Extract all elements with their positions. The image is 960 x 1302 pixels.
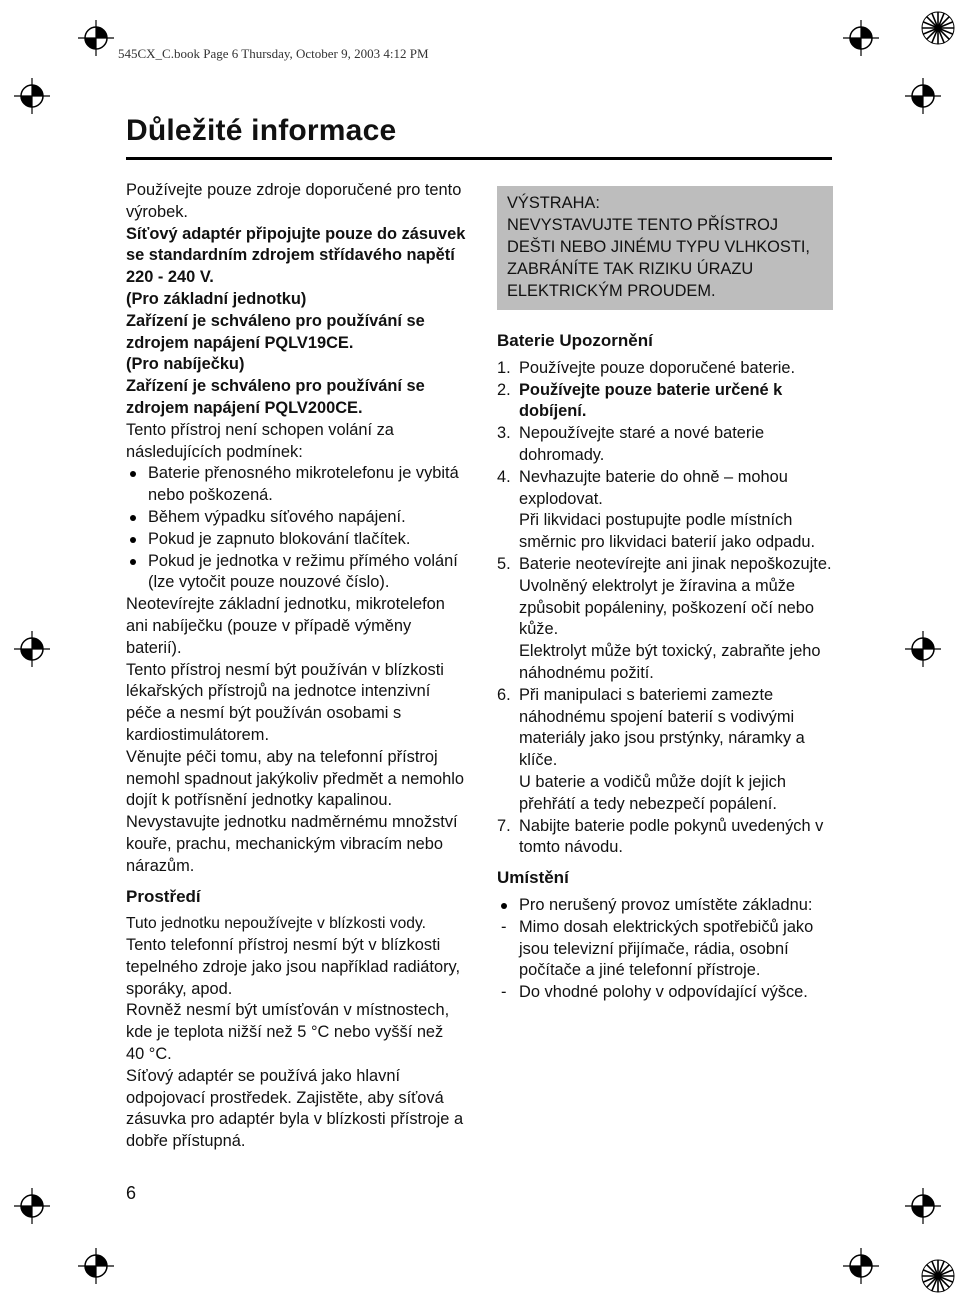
- battery-item: [497, 423, 833, 467]
- section-heading-environment: Prostředí: [126, 886, 201, 906]
- battery-item: [497, 554, 833, 576]
- paragraph: Zařízení je schváleno pro používání se zdrojem napájení PQLV19CE.: [126, 311, 425, 352]
- paragraph: Rovněž nesmí být umísťován v místnostech, kde je teplota nižší než 5 °C nebo vyšší než 40 °C.: [126, 1001, 450, 1064]
- paragraph: Tuto jednotku nepoužívejte v blízkosti vody.: [126, 915, 426, 933]
- paragraph: Věnujte péči tomu, aby na telefonní přístroj nemohl spadnout jakýkoliv předmět a nemohlo dojít k potřísnění jednotky kapalinou. Nevystavujte jednotku nadměrnému množství kouře, prachu, mechanickým vibracím nebo nárazům.: [126, 747, 465, 875]
- item-number: 6.: [497, 685, 511, 704]
- title-rule: [126, 157, 832, 160]
- registration-mark-icon: [14, 78, 50, 114]
- warning-text: NEVYSTAVUJTE TENTO PŘÍSTROJ DEŠTI NEBO JINÉMU TYPU VLHKOSTI, ZABRÁNÍTE TAK RIZIKU ÚRAZU ELEKTRICKÝM PROUDEM.: [507, 216, 810, 300]
- dash-marker: -: [501, 917, 507, 936]
- paragraph: Tento telefonní přístroj nesmí být v blízkosti tepelného zdroje jako jsou například radiátory, sporáky, apod.: [126, 936, 461, 998]
- paragraph: Tento přístroj není schopen volání za následujících podmínek:: [126, 420, 394, 461]
- page-title: Důležité informace: [126, 114, 397, 147]
- item-number: 3.: [497, 424, 511, 443]
- paragraph: Zařízení je schváleno pro používání se zdrojem napájení PQLV200CE.: [126, 377, 425, 417]
- right-column: [497, 186, 833, 1004]
- list-item-text: Do vhodné polohy v odpovídající výšce.: [519, 983, 808, 1002]
- battery-item-note: U baterie a vodičů může dojít k jejich přehřátí a tedy nebezpečí popálení.: [519, 772, 786, 813]
- item-number: 4.: [497, 467, 511, 486]
- item-number: 7.: [497, 816, 511, 835]
- paragraph: Síťový adaptér se používá jako hlavní odpojovací prostředek. Zajistěte, aby síťová zásuvka pro adaptér byla v blízkosti přístroje a dobře přístupná.: [126, 1066, 464, 1151]
- battery-item-note: Uvolněný elektrolyt je žíravina a může způsobit popáleniny, poškození očí nebo kůže.: [519, 576, 814, 639]
- list-item: [497, 982, 833, 1004]
- warning-title: VÝSTRAHA:: [507, 194, 600, 212]
- left-column: [126, 180, 466, 1153]
- color-target-icon: [920, 1258, 956, 1294]
- paragraph: Síťový adaptér připojujte pouze do zásuvek se standardním zdrojem střídavého napětí 220 - 240 V.: [126, 224, 466, 287]
- battery-item: [497, 685, 833, 772]
- warning-box: [497, 186, 833, 310]
- list-item: Pokud je jednotka v režimu přímého volání (lze vytočit pouze nouzové číslo).: [126, 551, 466, 595]
- registration-mark-icon: [78, 1248, 114, 1284]
- paragraph: (Pro nabíječku): [126, 355, 245, 374]
- battery-item-text: Nevhazujte baterie do ohně – mohou explodovat.: [519, 467, 788, 508]
- item-number: 2.: [497, 380, 511, 399]
- list-item: [497, 917, 833, 982]
- battery-item: [497, 467, 833, 511]
- section-heading-battery: Baterie Upozornění: [497, 331, 653, 350]
- section-heading-location: Umístění: [497, 868, 569, 888]
- battery-item: [497, 358, 833, 380]
- registration-mark-icon: [843, 20, 879, 56]
- list-item: Během výpadku síťového napájení.: [126, 507, 466, 529]
- battery-item-text: Používejte pouze doporučené baterie.: [519, 358, 796, 377]
- paragraph: Tento přístroj nesmí být používán v blízkosti lékařských přístrojů na jednotce intenzivní péče a nesmí být používán osobami s kardiostimulátorem.: [126, 660, 444, 744]
- battery-item: [497, 380, 833, 424]
- dash-marker: -: [501, 983, 507, 1002]
- registration-mark-icon: [905, 78, 941, 114]
- battery-item-text: Nepoužívejte staré a nové baterie dohromady.: [519, 424, 765, 464]
- registration-mark-icon: [78, 20, 114, 56]
- battery-item-text: Při manipulaci s bateriemi zamezte náhodnému spojení baterií s vodivými materiály jako jsou prstýnky, náramky a klíče.: [519, 685, 805, 770]
- item-number: 5.: [497, 554, 511, 573]
- paragraph: Používejte pouze zdroje doporučené pro tento výrobek.: [126, 181, 462, 221]
- battery-item-note: Elektrolyt může být toxický, zabraňte jeho náhodnému požití.: [519, 642, 821, 682]
- battery-item-note: Při likvidaci postupujte podle místních směrnic pro likvidaci baterií jako odpadu.: [519, 511, 816, 552]
- battery-item-text: Baterie neotevírejte ani jinak nepoškozujte.: [519, 554, 832, 573]
- battery-list: [497, 358, 833, 859]
- battery-item-text: Používejte pouze baterie určené k dobíjení.: [519, 380, 783, 421]
- registration-mark-icon: [905, 1188, 941, 1224]
- registration-mark-icon: [905, 631, 941, 667]
- color-target-icon: [920, 10, 956, 46]
- list-item: Pro nerušený provoz umístěte základnu:: [497, 895, 833, 917]
- item-number: 1.: [497, 358, 511, 377]
- print-header: 545CX_C.book Page 6 Thursday, October 9, 2003 4:12 PM: [118, 46, 429, 61]
- battery-item: [497, 816, 833, 860]
- list-item: Pokud je zapnuto blokování tlačítek.: [126, 529, 466, 551]
- battery-item-text: Nabijte baterie podle pokynů uvedených v tomto návodu.: [519, 816, 824, 857]
- registration-mark-icon: [14, 631, 50, 667]
- registration-mark-icon: [14, 1188, 50, 1224]
- registration-mark-icon: [843, 1248, 879, 1284]
- paragraph: Neotevírejte základní jednotku, mikrotelefon ani nabíječku (pouze v případě výměny baterií).: [126, 595, 445, 657]
- list-item-text: Mimo dosah elektrických spotřebičů jako jsou televizní přijímače, rádia, osobní počítače a jiné telefonní přístroje.: [519, 917, 814, 980]
- list-item: Baterie přenosného mikrotelefonu je vybitá nebo poškozená.: [126, 463, 466, 507]
- paragraph: (Pro základní jednotku): [126, 289, 307, 308]
- page-number: 6: [126, 1183, 137, 1203]
